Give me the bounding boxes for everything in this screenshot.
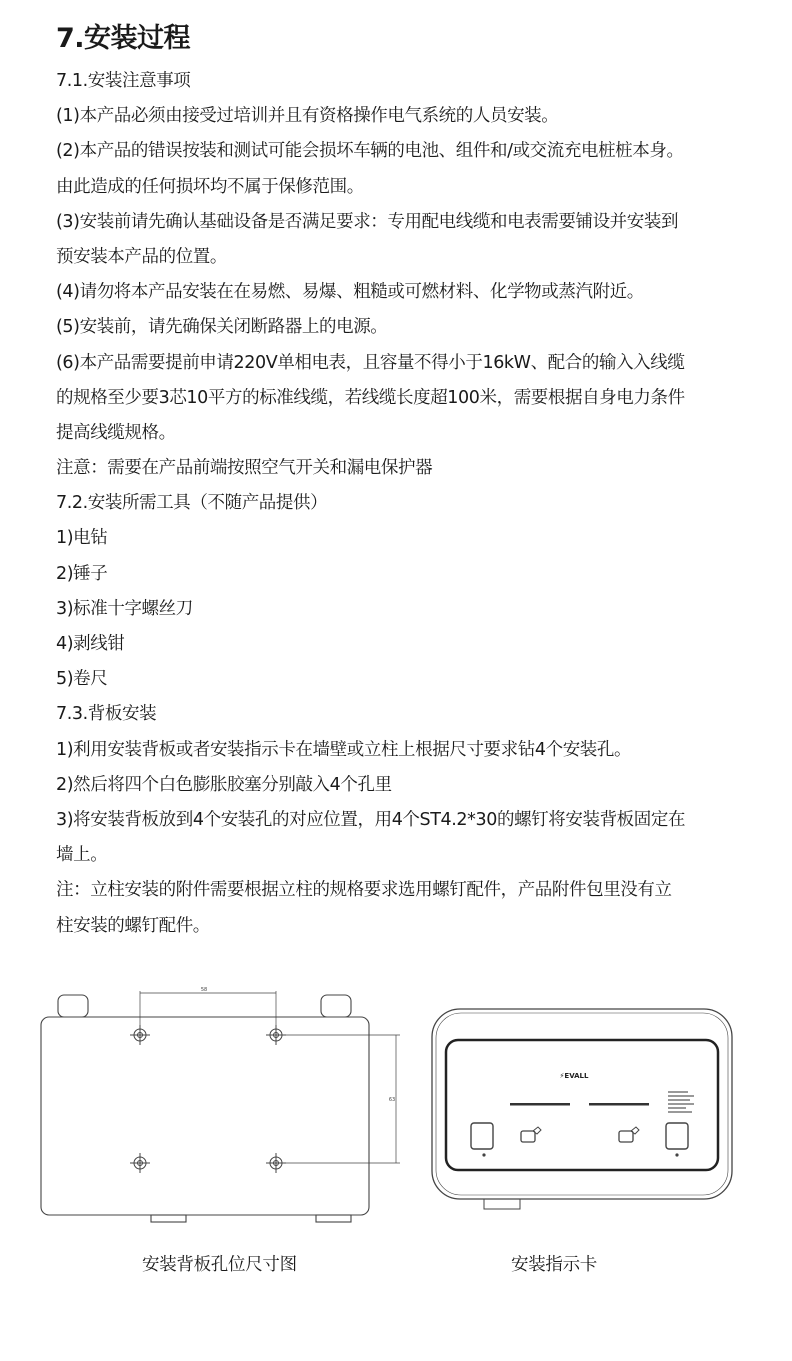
tool-item-1: 1)电钻 [56, 528, 108, 549]
backplate-figure [36, 985, 406, 1230]
install-card-figure [426, 1005, 741, 1220]
tool-item-5: 5)卷尺 [56, 669, 108, 690]
dim-width-label: 58 [200, 987, 208, 993]
step-item-2: 2)然后将四个白色膨胀胶塞分别敲入4个孔里 [56, 774, 392, 795]
note-item-4: (4)请勿将本产品安装在在易燃、易爆、粗糙或可燃材料、化学物或蒸汽附近。 [56, 282, 644, 303]
pillar-note-cont: 柱安装的螺钉配件。 [56, 915, 210, 936]
install-card-drawing [426, 1005, 741, 1220]
subheading-7-3: 7.3.背板安装 [56, 704, 157, 725]
led-bar-right [589, 1103, 649, 1106]
body-text [56, 64, 756, 944]
subheading-7-1: 7.1.安装注意事项 [56, 71, 191, 91]
led-bar-left [510, 1103, 570, 1106]
dim-height-label: 63 [388, 1097, 396, 1103]
step-item-1: 1)利用安装背板或者安装指示卡在墙壁或立柱上根据尺寸要求钻4个安装孔。 [56, 739, 632, 760]
pillar-note: 注：立柱安装的附件需要根据立柱的规格要求选用螺钉配件，产品附件包里没有立 [56, 880, 672, 901]
subheading-7-2: 7.2.安装所需工具（不随产品提供） [56, 493, 328, 514]
section-title: 7.安装过程 [56, 23, 191, 54]
note-item-5: (5)安装前，请先确保关闭断路器上的电源。 [56, 317, 388, 338]
tool-item-2: 2)锤子 [56, 563, 108, 584]
note-item-6-cont2: 提高线缆规格。 [56, 422, 176, 443]
note-item-2-cont: 由此造成的任何损坏均不属于保修范围。 [56, 176, 364, 197]
tool-item-4: 4)剥线钳 [56, 634, 125, 654]
note-item-6: (6)本产品需要提前申请220V单相电表，且容量不得小于16kW、配合的输入入线缆 [56, 352, 685, 373]
note-item-2: (2)本产品的错误按装和测试可能会损坏车辆的电池、组件和/或交流充电桩桩本身。 [56, 141, 684, 162]
spec-label-block [668, 1091, 694, 1113]
backplate-caption: 安装背板孔位尺寸图 [142, 1255, 297, 1275]
install-card-caption: 安装指示卡 [511, 1255, 597, 1275]
hole-bottom-right [266, 1153, 286, 1173]
attention-note: 注意：需要在产品前端按照空气开关和漏电保护器 [56, 458, 433, 479]
hole-bottom-left [130, 1153, 150, 1173]
step-item-3-cont: 墙上。 [56, 845, 108, 866]
hole-top-left [130, 1025, 150, 1045]
tool-item-3: 3)标准十字螺丝刀 [56, 598, 193, 619]
step-item-3: 3)将安装背板放到4个安装孔的对应位置，用4个ST4.2*30的螺钉将安装背板固定在 [56, 809, 686, 830]
brand-logo: ⚡EVALL [559, 1072, 589, 1080]
note-item-3: (3)安装前请先确认基础设备是否满足要求：专用配电线缆和电表需要铺设并安装到 [56, 211, 679, 232]
note-item-1: (1)本产品必须由接受过培训并且有资格操作电气系统的人员安装。 [56, 106, 559, 127]
note-item-6-cont: 的规格至少要3芯10平方的标准线缆，若线缆长度超100米，需要根据自身电力条件 [56, 387, 685, 408]
note-item-3-cont: 预安装本产品的位置。 [56, 246, 227, 267]
backplate-drawing [36, 985, 406, 1230]
hole-top-right [266, 1025, 286, 1045]
